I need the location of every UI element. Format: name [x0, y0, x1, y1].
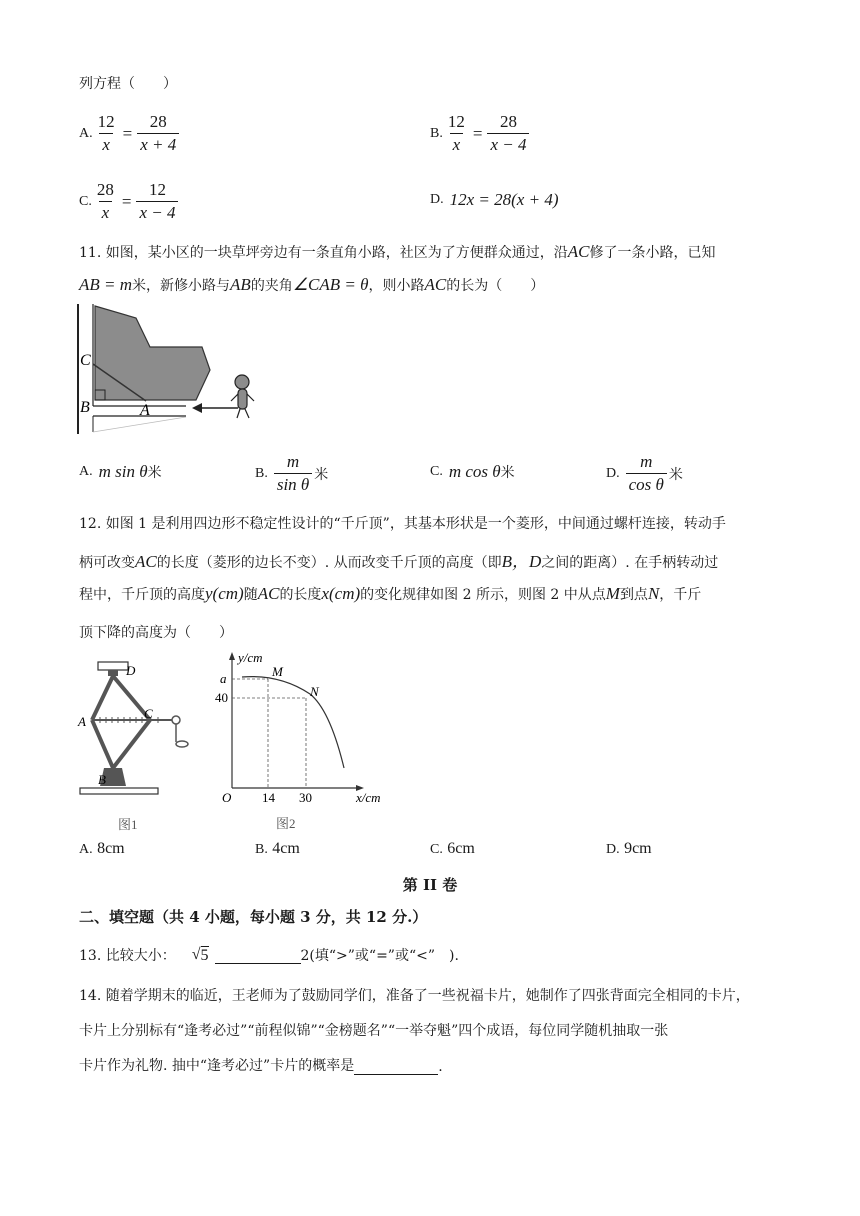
point-m-label: M: [272, 664, 283, 679]
point-n-label: N: [310, 684, 319, 699]
q13: 13. 比较大小： √ 5 2(填“>”或“=”或“<” ).: [79, 946, 459, 964]
q12-option-a: A. 8cm: [79, 840, 125, 857]
figure-caption: 图2: [276, 816, 296, 831]
option-letter: C.: [79, 193, 92, 209]
label-d: D: [126, 663, 136, 678]
answer-blank[interactable]: [215, 947, 301, 964]
fraction: $\frac{28}{x}$: [96, 180, 114, 222]
volume-heading: 第 II 卷: [402, 876, 458, 894]
section-heading: 二、填空题（共 4 小题，每小题 3 分，共 12 分.）: [79, 908, 428, 926]
q10-option-c: C. $\frac{28}{x}$ = $\frac{12}{x - 4}$: [79, 180, 180, 223]
q10-option-b: B. $\frac{12}{x}$ = $\frac{28}{x - 4}$: [430, 112, 531, 155]
fraction: $\frac{12}{x - 4}$: [136, 180, 178, 223]
label-b: B: [98, 772, 106, 787]
equation: 12x = 28(x + 4): [449, 190, 559, 209]
x-tick-30: 30: [299, 790, 312, 805]
option-letter: B.: [430, 125, 443, 141]
y-axis-label: y/cm: [238, 650, 263, 665]
x-axis-label: x/cm: [356, 790, 381, 805]
q11-figure: [74, 302, 274, 442]
q12-option-c: C. 6cm: [430, 840, 475, 857]
q12-figure1-jack: [74, 658, 204, 838]
q11-option-d: D. $\frac{m}{\text{cos θ}}$ 米: [606, 452, 683, 494]
q11-line1: 11. 如图，某小区的一块草坪旁边有一条直角小路，社区为了方便群众通过，沿AC修了一条小路，已知: [79, 242, 716, 261]
fraction: $\frac{12}{x}$: [447, 112, 465, 154]
q14-line3: 卡片作为礼物. 抽中“逢考必过”卡片的概率是 .: [79, 1058, 443, 1075]
fraction: $\frac{12}{x}$: [97, 112, 115, 154]
label-c: C: [80, 352, 91, 369]
y-tick-40: 40: [215, 690, 228, 705]
y-tick-a: a: [220, 671, 227, 686]
label-c: C: [144, 706, 153, 721]
q12-line1: 12. 如图 1 是利用四边形不稳定性设计的“千斤顶”，其基本形状是一个菱形，中间通过螺杆连接，转动手: [79, 516, 726, 532]
q11-option-c: C. m cos θ 米: [430, 462, 515, 481]
q11-option-a: A. m sin θ 米: [79, 462, 162, 481]
q10-option-d: [430, 190, 558, 210]
fraction: $\frac{28}{x - 4}$: [487, 112, 529, 155]
q12-option-b: B. 4cm: [255, 840, 300, 857]
q10-option-a: A. $\frac{12}{x}$ = $\frac{28}{x + 4}$: [79, 112, 181, 155]
origin-label: O: [222, 790, 232, 805]
option-letter: D.: [430, 192, 444, 207]
q14-line2: 卡片上分别标有“逢考必过”“前程似锦”“金榜题名”“一举夺魁”四个成语，每位同学随机抽取一张: [79, 1023, 669, 1039]
q12-line3: 程中，千斤顶的高度y(cm)随AC的长度x(cm)的变化规律如图 2 所示，则图 2 中从点M到点N，千斤: [79, 584, 702, 603]
q14-line1: 14. 随着学期末的临近，王老师为了鼓励同学们，准备了一些祝福卡片，她制作了四张背面完全相同的卡片，: [79, 988, 750, 1004]
q11-option-b: B. $\frac{m}{\text{sin θ}}$ 米: [255, 452, 329, 494]
walking-person-icon: [231, 375, 254, 418]
q12-figure2-graph: [210, 648, 400, 838]
fraction: $\frac{28}{x + 4}$: [137, 112, 179, 155]
answer-blank[interactable]: [354, 1058, 438, 1075]
q12-line2: 柄可改变AC的长度（菱形的边长不变）. 从而改变千斤顶的高度（即B，D之间的距离）. 在手柄转动过: [79, 552, 719, 571]
label-a: A: [78, 714, 86, 729]
figure-caption: 图1: [118, 817, 138, 832]
label-b: B: [80, 399, 90, 416]
q11-line2: AB = m米，新修小路与AB的夹角∠CAB = θ，则小路AC的长为（ ）: [79, 275, 545, 294]
q12-line4: 顶下降的高度为（ ）: [79, 625, 233, 641]
option-letter: A.: [79, 125, 93, 141]
x-tick-14: 14: [262, 790, 275, 805]
label-a: A: [140, 402, 150, 419]
q12-option-d: D. 9cm: [606, 840, 652, 857]
sqrt-symbol: √: [191, 946, 201, 963]
q10-stem-tail: 列方程（ ）: [79, 76, 177, 92]
